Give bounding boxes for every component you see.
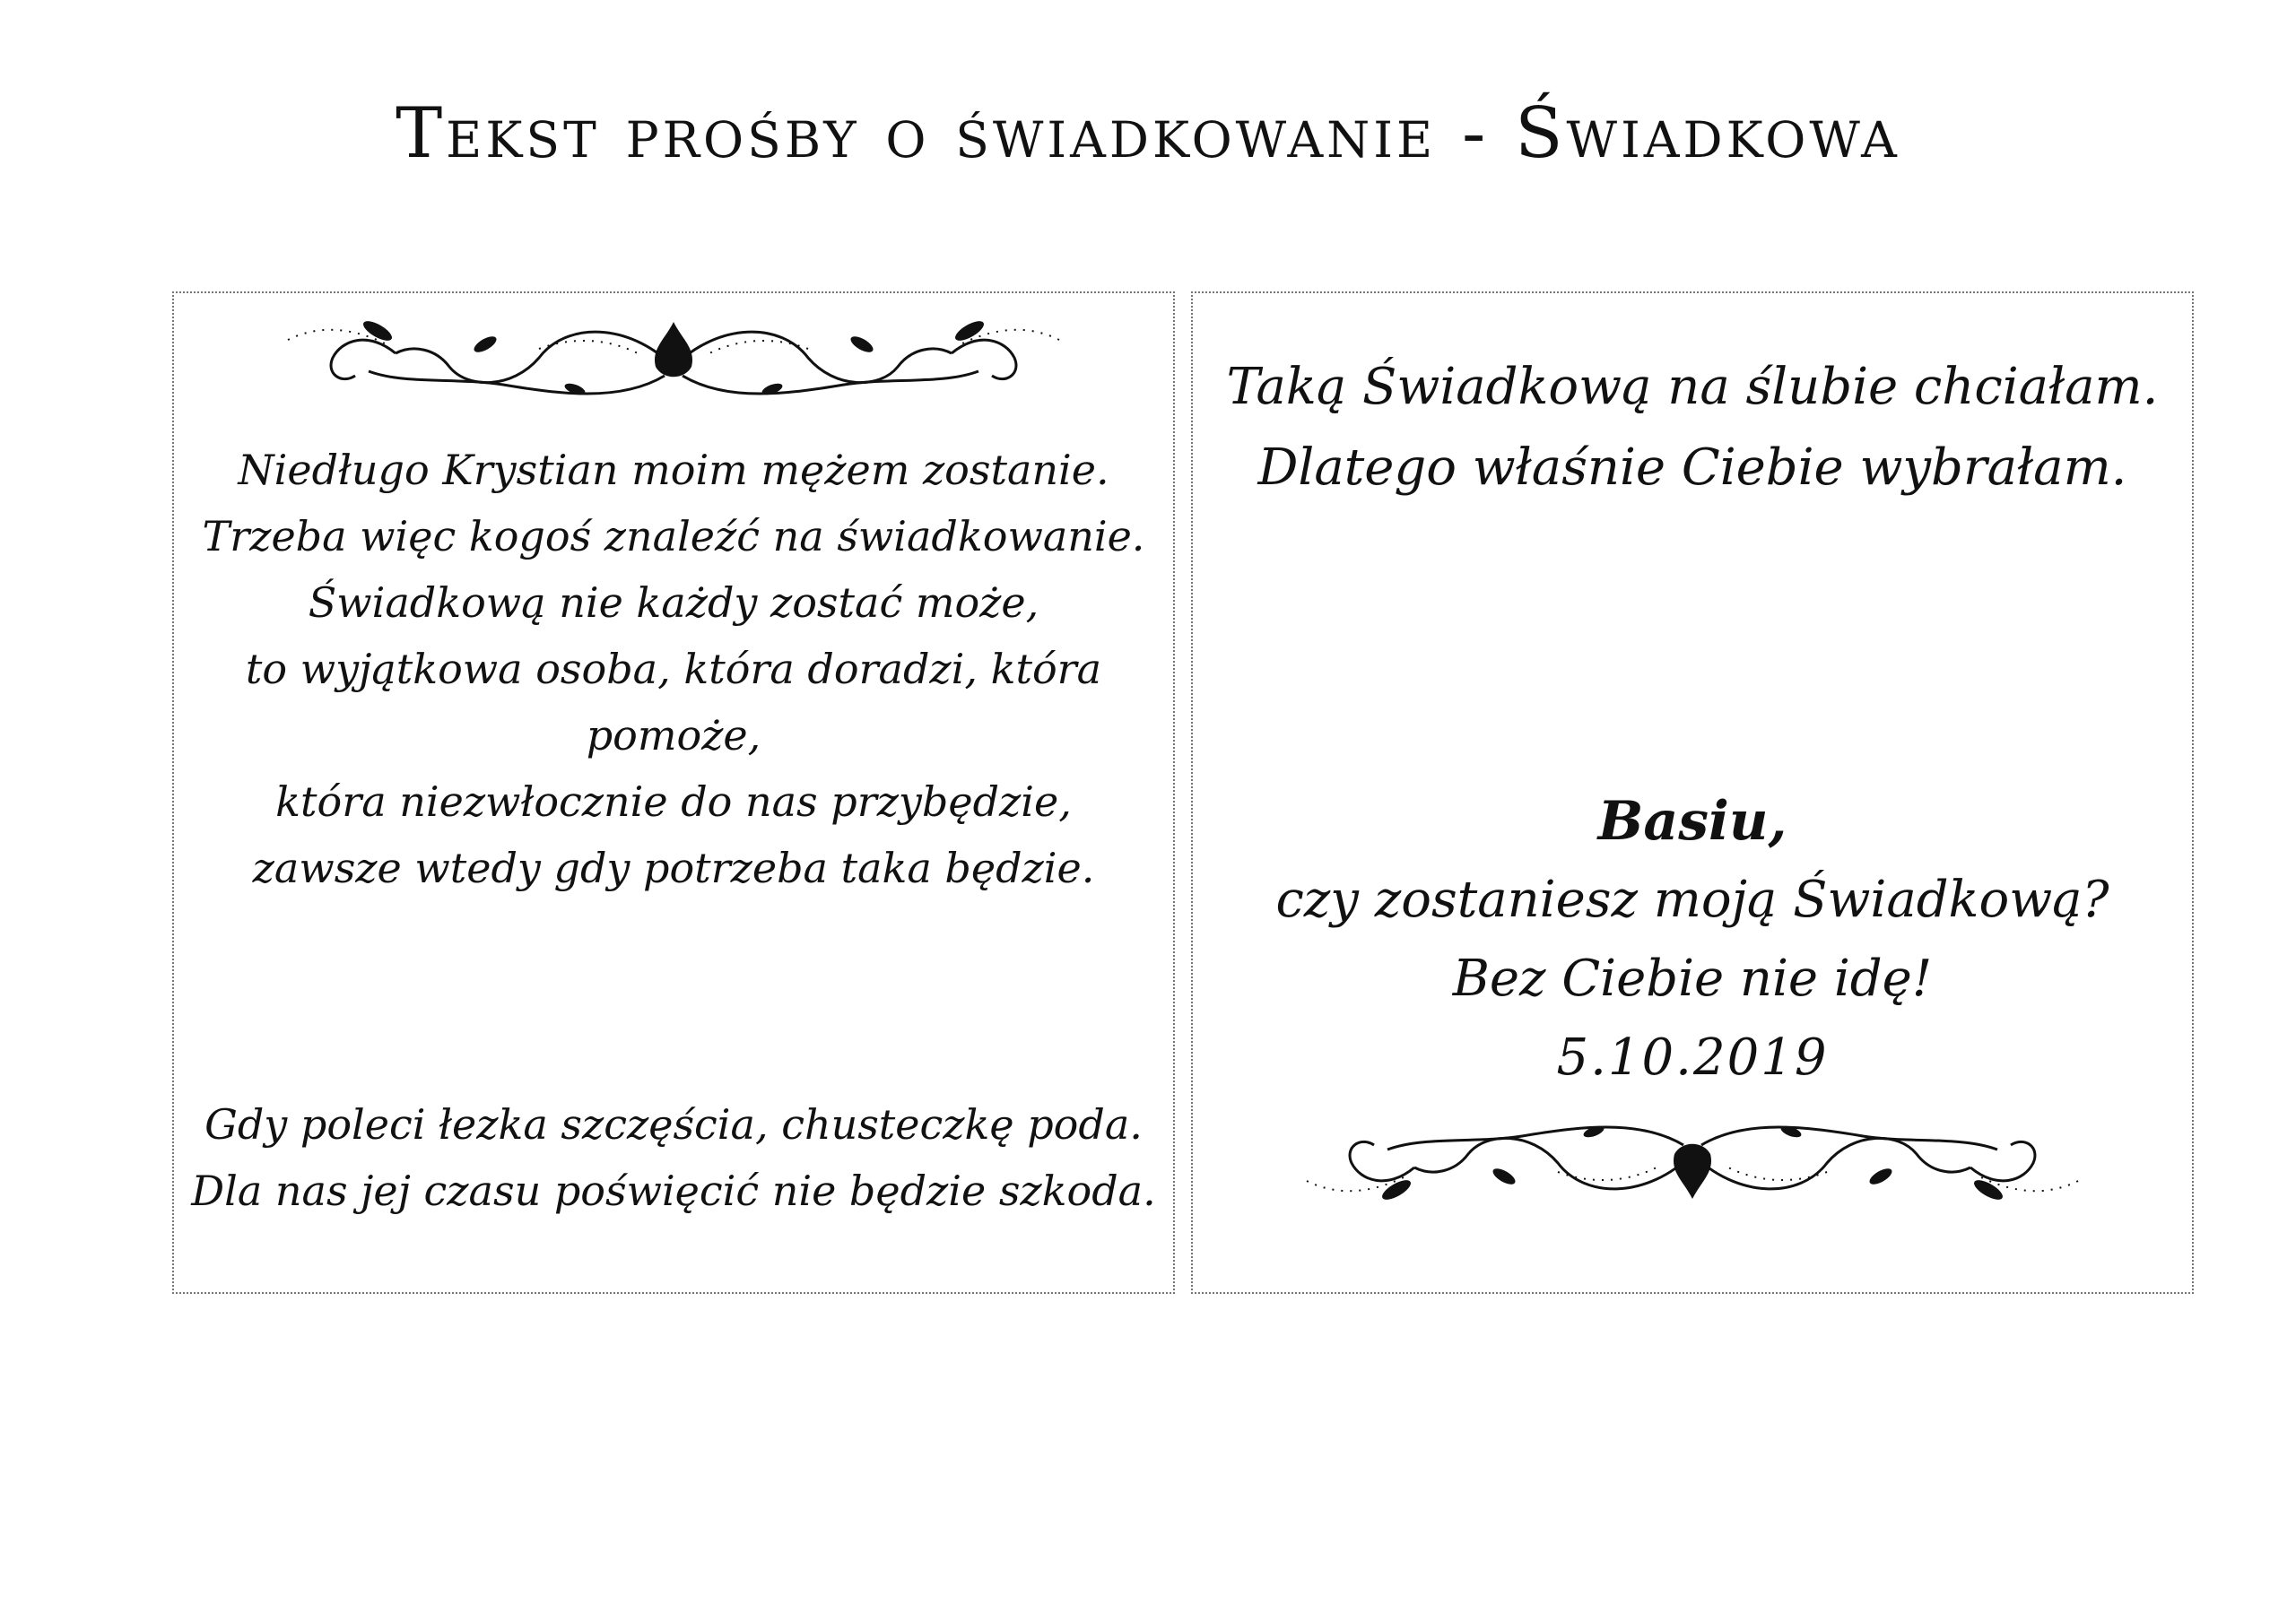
poem-line: Świadkową nie każdy zostać może,: [308, 578, 1039, 627]
addressee-name: Basiu,: [1597, 790, 1787, 853]
invitation-card-right: [1191, 291, 2194, 1294]
page-title: Tekst prośby o świadkowanie - Świadkowa: [396, 93, 1900, 174]
poem-line: która niezwłocznie do nas przybędzie,: [275, 777, 1072, 826]
invitation-question: [1193, 782, 2192, 1098]
poem-intro-stanza: [1193, 347, 2192, 508]
poem-line: Taką Świadkową na ślubie chciałam.: [1226, 358, 2159, 416]
poem-line: to wyjątkowa osoba, która doradzi, która pomoże,: [245, 645, 1102, 759]
flourish-ornament-top: [270, 304, 1077, 403]
poem-closing-stanza: [174, 1091, 1173, 1224]
poem-line: Trzeba więc kogoś znaleźć na świadkowanie.: [202, 512, 1145, 560]
poem-line: zawsze wtedy gdy potrzeba taka będzie.: [252, 844, 1095, 892]
question-line: Bez Ciebie nie idę!: [1452, 950, 1933, 1008]
poem-line: Gdy poleci łezka szczęścia, chusteczkę poda.: [204, 1100, 1143, 1149]
poem-line: Dlatego właśnie Ciebie wybrałam.: [1257, 438, 2127, 497]
wedding-date: 5.10.2019: [1556, 1028, 1829, 1087]
poem-main-stanza: [174, 437, 1173, 901]
poem-line: Niedługo Krystian moim mężem zostanie.: [238, 446, 1109, 494]
invitation-card-left: [172, 291, 1175, 1294]
poem-line: Dla nas jej czasu poświęcić nie będzie szkoda.: [191, 1167, 1156, 1215]
question-line: czy zostaniesz moją Świadkową?: [1275, 871, 2109, 929]
flourish-ornament-bottom: [1289, 1118, 2096, 1217]
